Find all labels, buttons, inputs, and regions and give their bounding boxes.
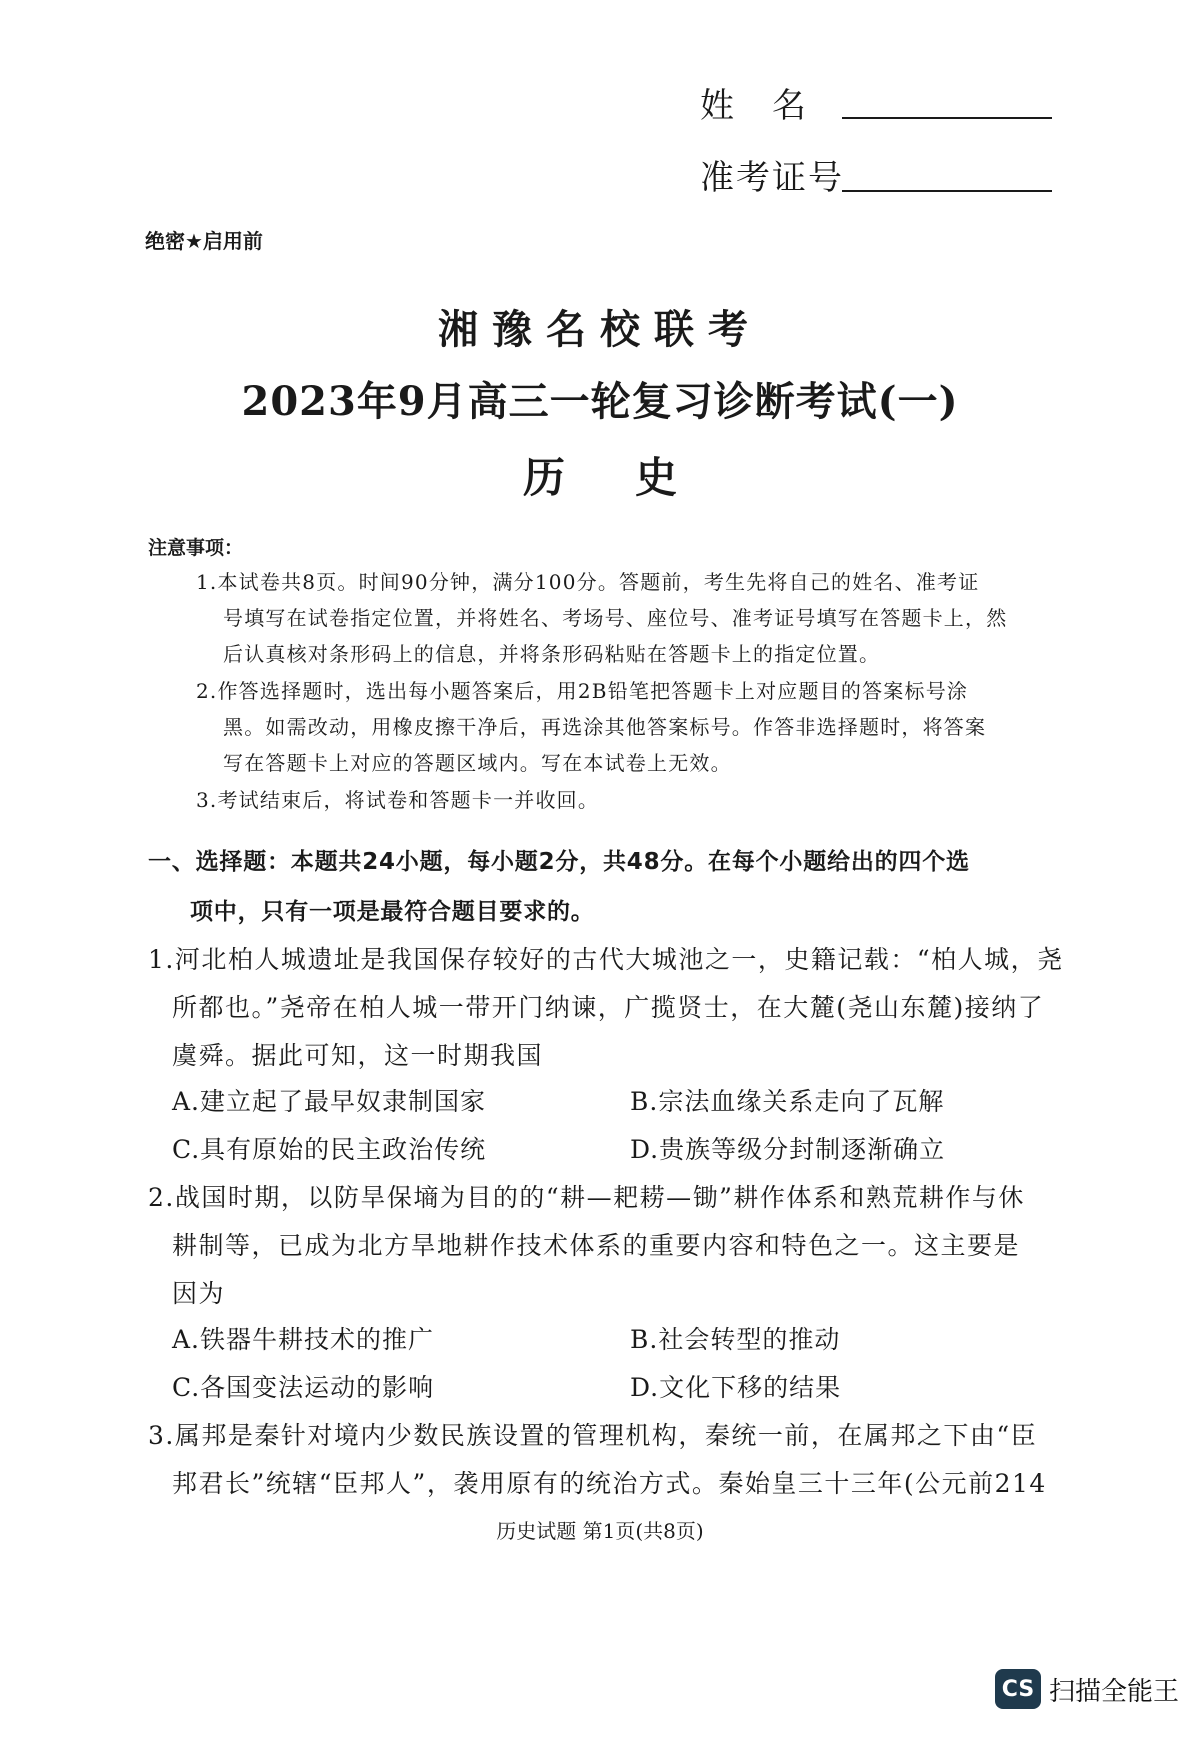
question-1-option-d: D.贵族等级分封制逐渐确立 [630,1135,946,1164]
question-3-text: 邦君长”统辖“臣邦人”，袭用原有的统治方式。秦始皇三十三年(公元前214 [172,1469,1047,1498]
question-2-text: 耕制等，已成为北方旱地耕作技术体系的重要内容和特色之一。这主要是 [172,1231,1021,1260]
question-1-text: 所都也。”尧帝在柏人城一带开门纳谏，广揽贤士，在大麓(尧山东麓)接纳了 [172,993,1045,1022]
question-2-text: 2.战国时期，以防旱保墒为目的的“耕—耙耢—锄”耕作体系和熟荒耕作与休 [148,1183,1025,1212]
page-footer: 历史试题 第1页(共8页) [496,1519,704,1543]
notice-line: 号填写在试卷指定位置，并将姓名、考场号、座位号、准考证号填写在答题卡上，然 [223,606,1008,630]
question-1-option-a: A.建立起了最早奴隶制国家 [172,1087,487,1116]
question-2-option-c: C.各国变法运动的影响 [172,1373,435,1402]
question-3-text: 3.属邦是秦针对境内少数民族设置的管理机构，秦统一前，在属邦之下由“臣 [148,1421,1038,1450]
question-2-text: 因为 [172,1279,226,1308]
question-1-text: 1.河北柏人城遗址是我国保存较好的古代大城池之一，史籍记载：“柏人城，尧 [148,945,1064,974]
section-heading: 一、选择题：本题共24小题，每小题2分，共48分。在每个小题给出的四个选 [148,849,970,875]
id-underline [842,190,1052,192]
section-heading-cont: 项中，只有一项是最符合题目要求的。 [190,899,595,925]
camscanner-logo-icon: CS [995,1669,1041,1709]
exam-union-title: 湘豫名校联考 [438,306,762,353]
notice-line: 1.本试卷共8页。时间90分钟，满分100分。答题前，考生先将自己的姓名、准考证 [196,570,980,594]
secret-mark: 绝密★启用前 [145,229,263,253]
question-2-option-b: B.社会转型的推动 [630,1325,841,1354]
question-1-text: 虞舜。据此可知，这一时期我国 [172,1041,544,1070]
question-1-option-c: C.具有原始的民主政治传统 [172,1135,487,1164]
subject-title: 历史 [522,453,747,502]
exam-title: 2023年9月高三一轮复习诊断考试(一) [241,378,959,425]
scanner-watermark [995,1669,1179,1709]
notice-line: 2.作答选择题时，选出每小题答案后，用2B铅笔把答题卡上对应题目的答案标号涂 [196,679,969,703]
notice-line: 黑。如需改动，用橡皮擦干净后，再选涂其他答案标号。作答非选择题时，将答案 [223,715,987,739]
watermark-text: 扫描全能王 [1049,1676,1180,1707]
notice-heading: 注意事项： [148,537,244,559]
question-2-option-a: A.铁器牛耕技术的推广 [172,1325,435,1354]
notice-line: 后认真核对条形码上的信息，并将条形码粘贴在答题卡上的指定位置。 [223,642,881,666]
id-label: 准考证号 [700,158,844,198]
notice-line: 3.考试结束后，将试卷和答题卡一并收回。 [196,788,600,812]
name-label: 姓 名 [700,86,808,126]
question-1-option-b: B.宗法血缘关系走向了瓦解 [630,1087,945,1116]
question-2-option-d: D.文化下移的结果 [630,1373,842,1402]
name-underline [842,117,1052,119]
notice-line: 写在答题卡上对应的答题区域内。写在本试卷上无效。 [223,751,732,775]
